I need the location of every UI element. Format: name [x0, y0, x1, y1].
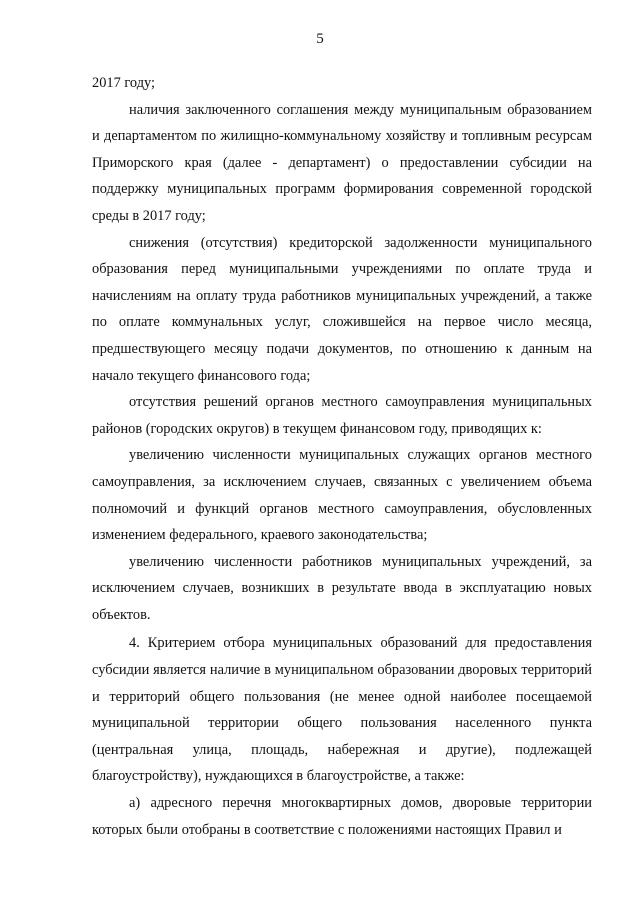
document-body [92, 70, 592, 843]
paragraph-agreement: наличия заключенного соглашения между муниципальным образованием и департаментом по жилищно-коммунальному хозяйству и топливным ресурсам Приморского края (далее - департамент) о предоставлении субсидии на поддержку муниципальных программ формирования современной городской среды в 2017 году; [92, 101, 592, 224]
paragraph-debt: снижения (отсутствия) кредиторской задолженности муниципального образования перед муниципальными учреждениями по оплате труда и начислениям на оплату труда работников муниципальных учреждений, а также по оплате коммунальных услуг, сложившейся на первое число месяца, предшествующего месяцу подачи документов, по отношению к данным на начало текущего финансового года; [92, 234, 592, 384]
paragraph-civil-servants: увеличению численности муниципальных служащих органов местного самоуправления, за исключением случаев, связанных с увеличением объема полномочий и функций органов местного самоуправления, обусловленных изменением федерального, краевого законодательства; [92, 447, 592, 544]
paragraph-no-decisions: отсутствия решений органов местного самоуправления муниципальных районов (городских округов) в текущем финансовом году, приводящих к: [92, 394, 592, 437]
paragraph-item-a: а) адресного перечня многоквартирных домов, дворовые территории которых были отобраны в соответствие с положениями настоящих Правил и [92, 795, 592, 838]
paragraph-employees: увеличению численности работников муниципальных учреждений, за исключением случаев, возникших в результате ввода в эксплуатацию новых объектов. [92, 553, 592, 623]
page-number: 5 [316, 31, 324, 47]
paragraph-continuation: 2017 году; [92, 75, 156, 91]
paragraph-criterion: 4. Критерием отбора муниципальных образований для предоставления субсидии является наличие в муниципальном образовании дворовых территорий и территорий общего пользования (не менее одной наиболее посещаемой муниципальной территории общего пользования населенного пункта (центральная улица, площадь, набережная и другие), подлежащей благоустройству), нуждающихся в благоустройстве, а также: [92, 635, 592, 785]
